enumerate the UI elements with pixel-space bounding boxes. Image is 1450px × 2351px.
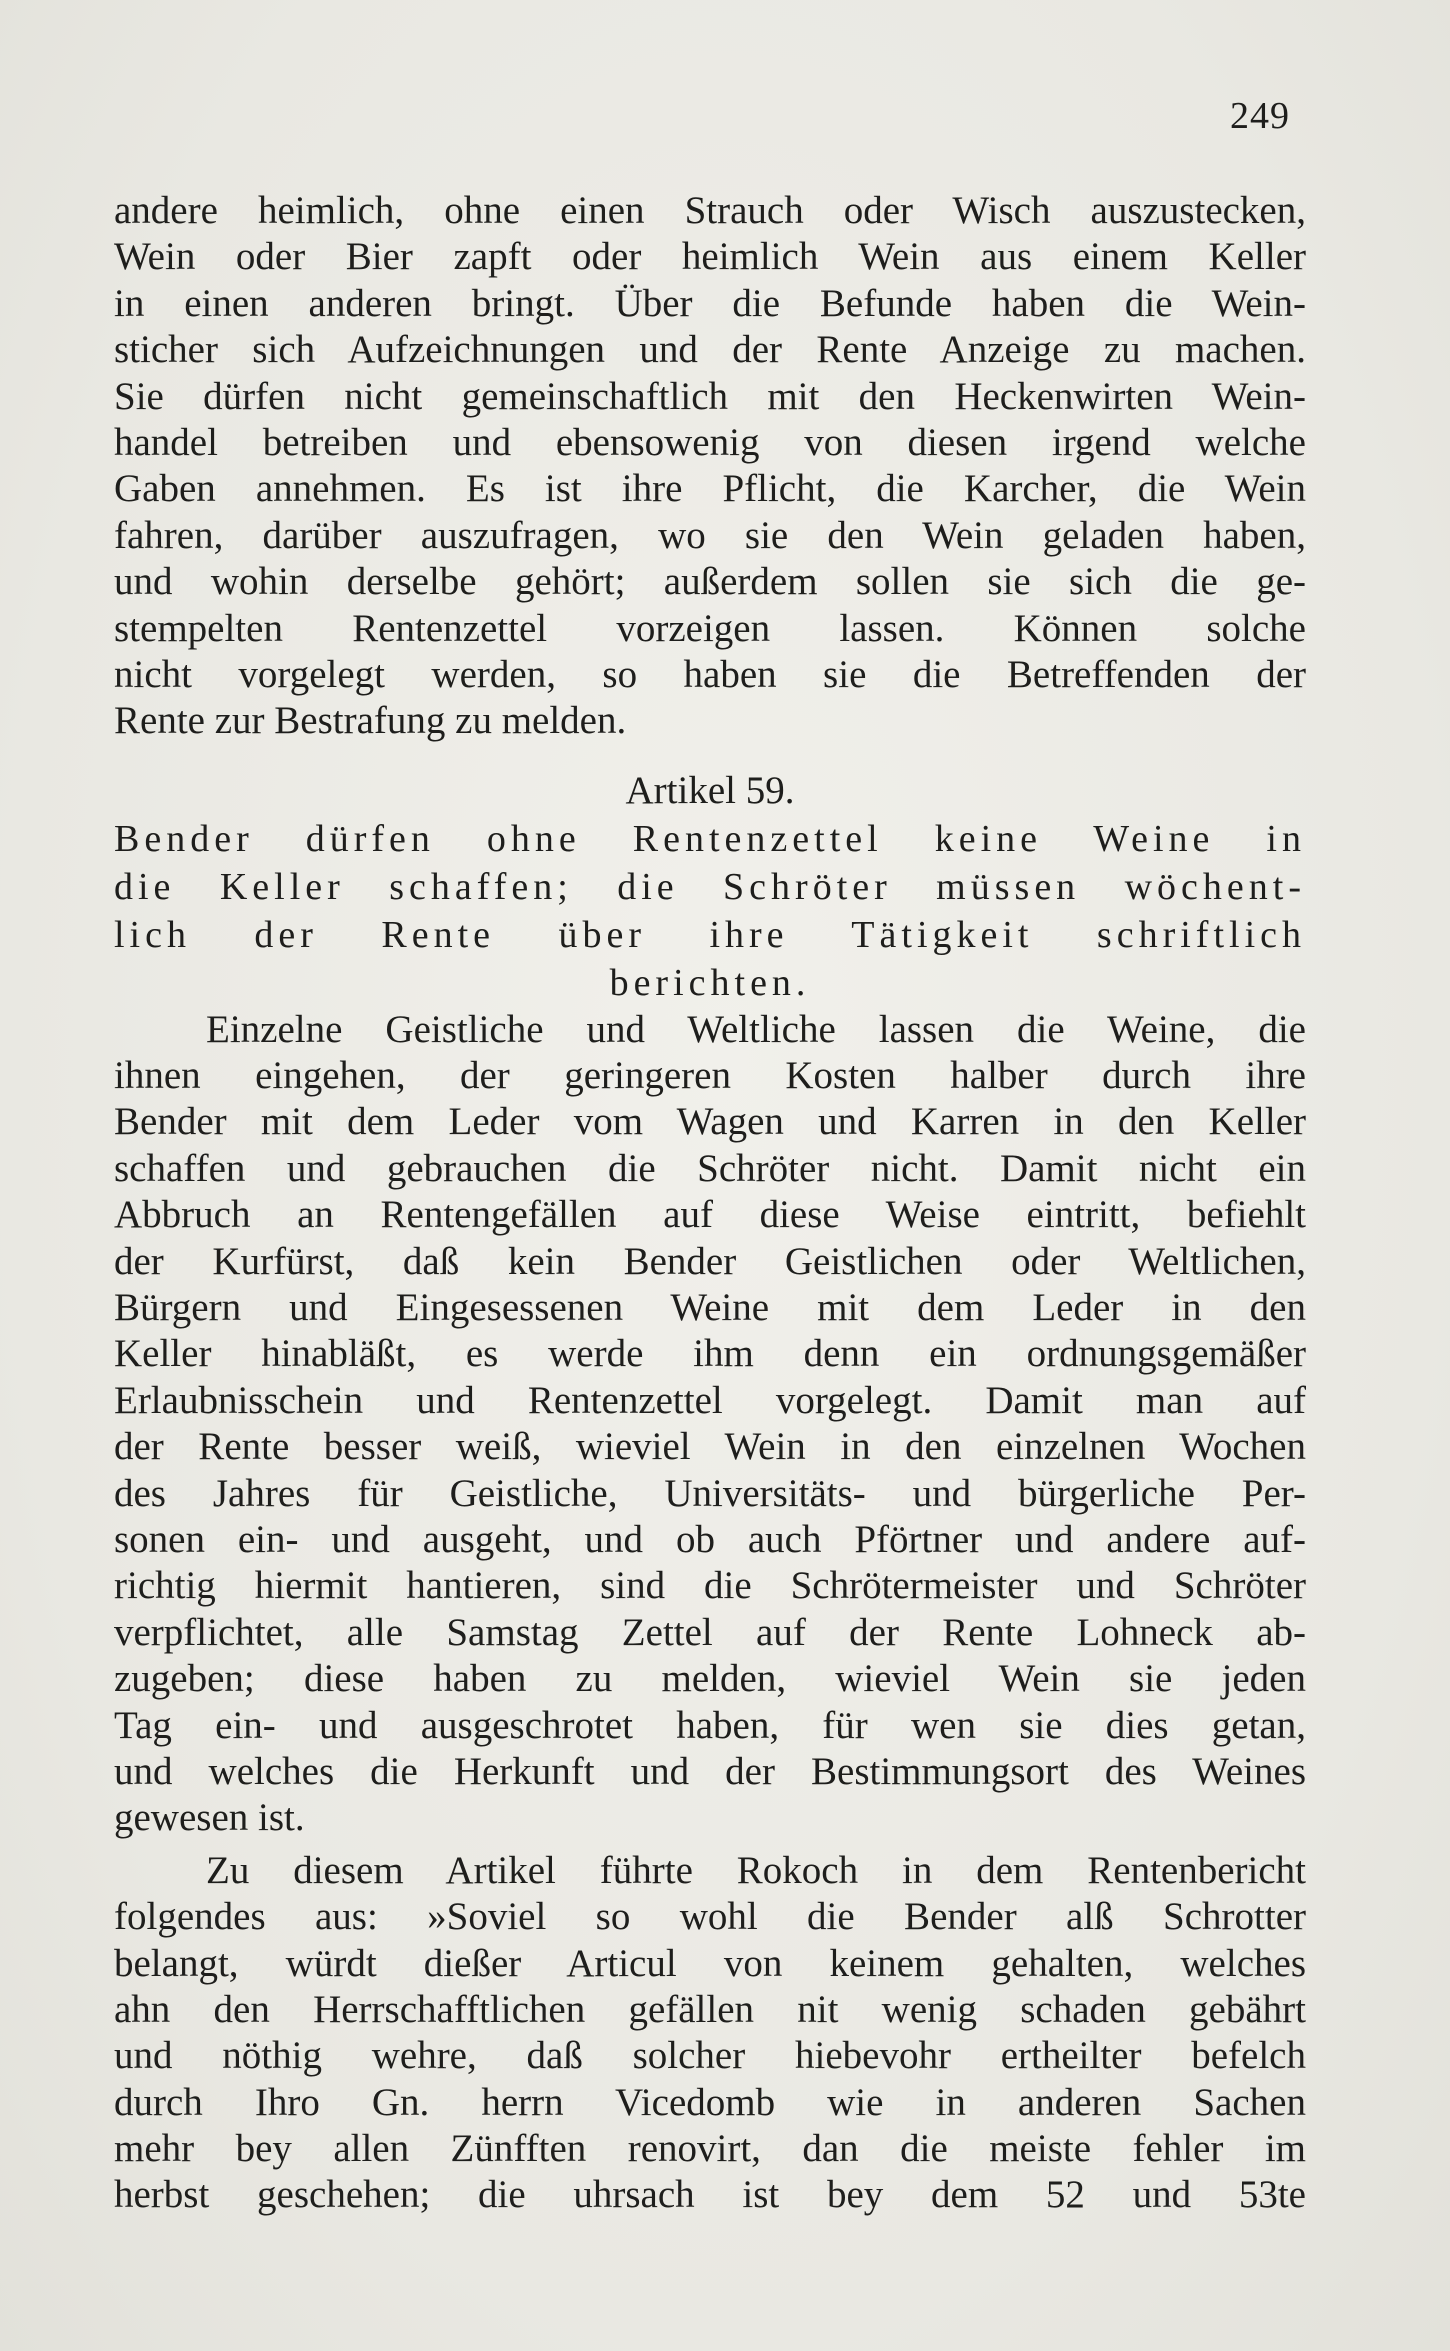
text-line: Bender mit dem Leder vom Wagen und Karren in den Keller — [114, 1100, 1306, 1144]
text-line: belangt, würdt dießer Articul von keinem gehalten, welches — [114, 1941, 1306, 1985]
page-number: 249 — [1230, 95, 1290, 137]
text-line: ahn den Herrschafftlichen gefällen nit wenig schaden gebährt — [114, 1987, 1306, 2031]
paragraph-bender-and-schroeter — [114, 1007, 1306, 1842]
text-line: Zu diesem Artikel führte Rokoch in dem Rentenbericht — [206, 1848, 1306, 1892]
text-line: stempelten Rentenzettel vorzeigen lassen. Können solche — [114, 606, 1306, 650]
text-line: Einzelne Geistliche und Weltliche lassen die Weine, die — [206, 1007, 1306, 1051]
summary-line: die Keller schaffen; die Schröter müssen wöchent- — [114, 865, 1306, 908]
text-line: gewesen ist. — [114, 1796, 305, 1840]
text-line: schaffen und gebrauchen die Schröter nicht. Damit nicht ein — [114, 1146, 1306, 1190]
text-line: handel betreiben und ebensowenig von diesen irgend welche — [114, 420, 1306, 464]
text-line: Abbruch an Rentengefällen auf diese Weise eintritt, befiehlt — [114, 1193, 1306, 1237]
text-line: mehr bey allen Zünfften renovirt, dan die meiste fehler im — [114, 2127, 1306, 2171]
body-text — [114, 188, 1306, 2219]
text-line: der Rente besser weiß, wieviel Wein in den einzelnen Wochen — [114, 1425, 1306, 1469]
text-line: fahren, darüber auszufragen, wo sie den Wein geladen haben, — [114, 513, 1306, 557]
paragraph-rules-for-weinsticher — [114, 188, 1306, 745]
text-line: zugeben; diese haben zu melden, wieviel Wein sie jeden — [114, 1657, 1306, 1701]
text-line: und wohin derselbe gehört; außerdem sollen sie sich die ge- — [114, 560, 1306, 604]
text-line: nicht vorgelegt werden, so haben sie die Betreffenden der — [114, 652, 1306, 696]
text-line: Gaben annehmen. Es ist ihre Pflicht, die Karcher, die Wein — [114, 467, 1306, 511]
text-line: der Kurfürst, daß kein Bender Geistlichen oder Weltlichen, — [114, 1239, 1306, 1283]
text-line: Tag ein- und ausgeschrotet haben, für wen sie dies getan, — [114, 1703, 1306, 1747]
text-line: des Jahres für Geistliche, Universitäts- und bürgerliche Per- — [114, 1471, 1306, 1515]
text-line: sticher sich Aufzeichnungen und der Rente Anzeige zu machen. — [114, 328, 1306, 372]
text-line: Wein oder Bier zapft oder heimlich Wein aus einem Keller — [114, 235, 1306, 279]
text-line: andere heimlich, ohne einen Strauch oder Wisch auszustecken, — [114, 189, 1306, 232]
text-line: Keller hinabläßt, es werde ihm denn ein ordnungsgemäßer — [114, 1332, 1306, 1376]
text-line: Sie dürfen nicht gemeinschaftlich mit den Heckenwirten Wein- — [114, 374, 1306, 418]
summary-line: Bender dürfen ohne Rentenzettel keine Weine in — [114, 817, 1306, 860]
text-line: ihnen eingehen, der geringeren Kosten halber durch ihre — [114, 1054, 1306, 1098]
text-line: folgendes aus: »Soviel so wohl die Bender alß Schrotter — [114, 1895, 1306, 1939]
text-line: Erlaubnisschein und Rentenzettel vorgelegt. Damit man auf — [114, 1378, 1306, 1422]
text-line: herbst geschehen; die uhrsach ist bey dem 52 und 53te — [114, 2173, 1306, 2217]
article-summary — [114, 815, 1306, 1007]
text-line: Rente zur Bestrafung zu melden. — [114, 699, 627, 743]
summary-line: lich der Rente über ihre Tätigkeit schriftlich — [114, 913, 1306, 956]
text-line: richtig hiermit hantieren, sind die Schrötermeister und Schröter — [114, 1564, 1306, 1608]
text-line: und nöthig wehre, daß solcher hiebevohr ertheilter befelch — [114, 2034, 1306, 2078]
paragraph-rokoch-report — [114, 1848, 1306, 2219]
text-line: verpflichtet, alle Samstag Zettel auf der Rente Lohneck ab- — [114, 1610, 1306, 1654]
text-line: in einen anderen bringt. Über die Befunde haben die Wein- — [114, 281, 1306, 325]
text-line: und welches die Herkunft und der Bestimmungsort des Weines — [114, 1749, 1306, 1793]
text-line: sonen ein- und ausgeht, und ob auch Pförtner und andere auf- — [114, 1517, 1306, 1561]
text-line: Bürgern und Eingesessenen Weine mit dem Leder in den — [114, 1286, 1306, 1330]
summary-line: berichten. — [609, 961, 811, 1004]
article-heading: Artikel 59. — [625, 768, 795, 812]
text-line: durch Ihro Gn. herrn Vicedomb wie in anderen Sachen — [114, 2080, 1306, 2124]
